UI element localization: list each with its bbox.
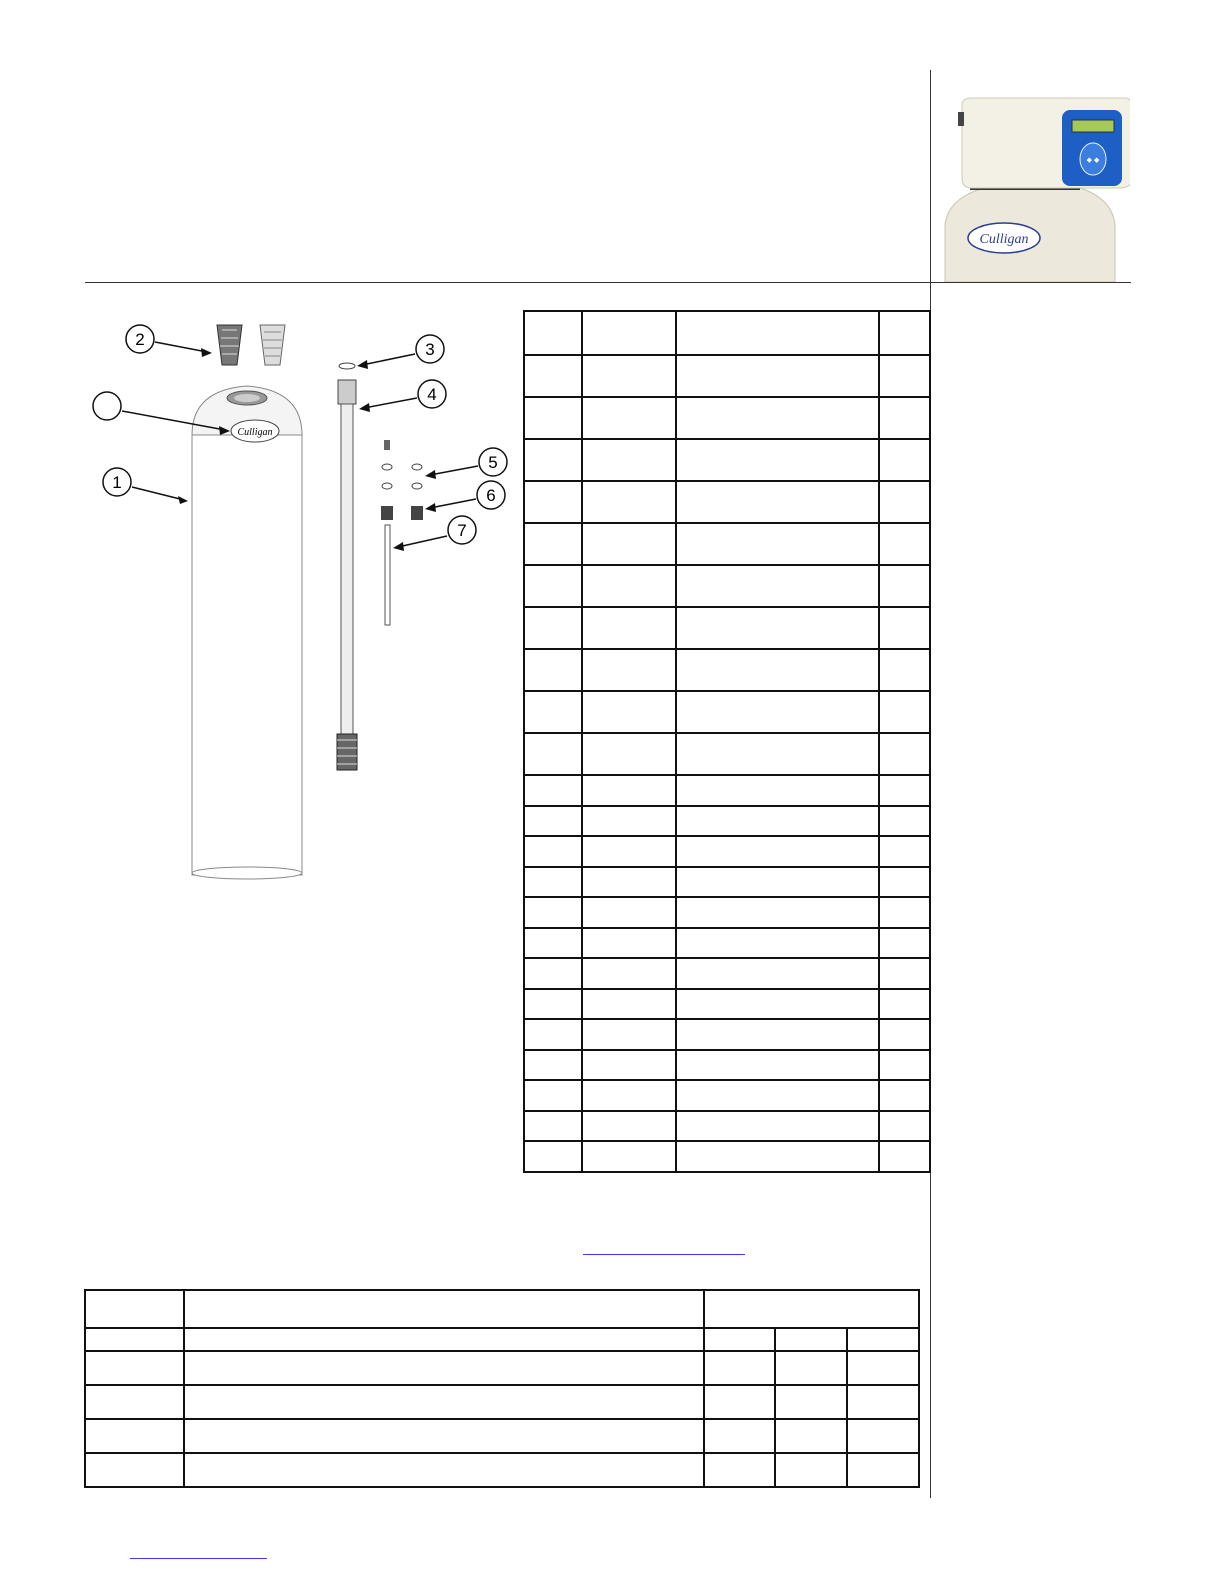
exploded-parts-diagram (92, 310, 512, 885)
parts-row (524, 523, 930, 565)
parts-cell (879, 691, 930, 733)
parts-cell (582, 565, 677, 607)
parts-cell (524, 836, 582, 867)
parts-cell (676, 565, 879, 607)
brand-logo-text: Culligan (979, 232, 1029, 247)
parts-cell (524, 989, 582, 1020)
parts-cell (879, 897, 930, 928)
parts-row (524, 565, 930, 607)
svg-text:5: 5 (488, 453, 498, 472)
parts-row (524, 1111, 930, 1142)
parts-cell (524, 649, 582, 691)
spec-cell (85, 1385, 184, 1419)
small-parts (381, 440, 423, 625)
parts-row (524, 989, 930, 1020)
parts-cell (879, 481, 930, 523)
parts-cell (676, 775, 879, 806)
sidebar-header-rule (930, 282, 1131, 283)
parts-cell (879, 733, 930, 775)
svg-text:6: 6 (486, 486, 496, 505)
parts-cell (582, 836, 677, 867)
spec-cell (704, 1419, 775, 1453)
footer-link-underline[interactable] (130, 1558, 267, 1559)
parts-cell (582, 1080, 677, 1111)
parts-cell (879, 565, 930, 607)
spec-header-cell (85, 1290, 184, 1328)
parts-cell (879, 1050, 930, 1081)
parts-cell (676, 733, 879, 775)
spec-cell (184, 1351, 705, 1385)
parts-cell (524, 806, 582, 837)
svg-text:2: 2 (135, 330, 145, 349)
parts-cell (879, 523, 930, 565)
parts-cell (676, 691, 879, 733)
mineral-tank (192, 386, 302, 879)
parts-cell (524, 867, 582, 898)
spec-header-row (85, 1290, 919, 1328)
spec-subheader-cell (775, 1328, 847, 1351)
parts-cell (676, 958, 879, 989)
parts-cell (582, 958, 677, 989)
parts-cell (524, 775, 582, 806)
parts-cell (676, 806, 879, 837)
parts-cell (676, 481, 879, 523)
parts-cell (582, 523, 677, 565)
callout-5 (425, 448, 507, 479)
parts-cell (524, 1141, 582, 1172)
parts-row (524, 439, 930, 481)
parts-cell (524, 1080, 582, 1111)
parts-cell (524, 1050, 582, 1081)
parts-cell (676, 897, 879, 928)
parts-row (524, 1019, 930, 1050)
callout-6 (425, 481, 505, 512)
parts-cell (582, 989, 677, 1020)
spec-cell (184, 1453, 705, 1487)
parts-cell (879, 607, 930, 649)
parts-row (524, 867, 930, 898)
parts-cell (582, 691, 677, 733)
top-baskets (217, 325, 285, 365)
spec-cell (85, 1351, 184, 1385)
product-photo (940, 90, 1130, 282)
callout-2 (126, 325, 212, 357)
spec-cell (775, 1351, 847, 1385)
parts-row (524, 897, 930, 928)
parts-cell (524, 691, 582, 733)
parts-cell (879, 649, 930, 691)
parts-cell (582, 928, 677, 959)
parts-row (524, 958, 930, 989)
parts-cell (582, 649, 677, 691)
svg-text:◆ ◆: ◆ ◆ (1086, 157, 1100, 164)
spec-cell (704, 1351, 775, 1385)
parts-cell (879, 775, 930, 806)
parts-cell (879, 397, 930, 439)
parts-cell (524, 1019, 582, 1050)
parts-cell (676, 867, 879, 898)
parts-cell (879, 989, 930, 1020)
tank-logo: Culligan (237, 427, 273, 438)
parts-cell (879, 439, 930, 481)
spec-cell (704, 1385, 775, 1419)
parts-row (524, 836, 930, 867)
spec-cell (85, 1419, 184, 1453)
parts-row (524, 775, 930, 806)
spec-cell (847, 1453, 919, 1487)
parts-cell (582, 1141, 677, 1172)
parts-cell (524, 1111, 582, 1142)
parts-cell (582, 1111, 677, 1142)
spec-cell (704, 1453, 775, 1487)
parts-cell (879, 311, 930, 355)
parts-cell (582, 397, 677, 439)
callout-7 (393, 516, 476, 551)
parts-cell (524, 897, 582, 928)
parts-cell (879, 836, 930, 867)
parts-cell (524, 523, 582, 565)
parts-row (524, 355, 930, 397)
spec-subheader-cell (85, 1328, 184, 1351)
parts-cell (524, 733, 582, 775)
parts-cell (582, 355, 677, 397)
spec-subheader-cell (184, 1328, 705, 1351)
parts-cell (879, 806, 930, 837)
header-rule (85, 282, 930, 283)
parts-row (524, 1141, 930, 1172)
parts-row (524, 928, 930, 959)
spec-cell (184, 1385, 705, 1419)
spec-subheader-row (85, 1328, 919, 1351)
parts-cell (676, 1111, 879, 1142)
parts-cell (676, 989, 879, 1020)
parts-cell (524, 607, 582, 649)
spec-subheader-cell (847, 1328, 919, 1351)
parts-cell (676, 1141, 879, 1172)
parts-row (524, 397, 930, 439)
spec-cell (847, 1385, 919, 1419)
parts-cell (582, 775, 677, 806)
parts-cell (879, 867, 930, 898)
svg-text:1: 1 (112, 473, 122, 492)
parts-row (524, 1080, 930, 1111)
spec-row (85, 1385, 919, 1419)
parts-cell (582, 1019, 677, 1050)
parts-cell (524, 958, 582, 989)
parts-list-table (523, 310, 931, 1173)
spec-cell (847, 1351, 919, 1385)
parts-cell (676, 607, 879, 649)
parts-cell (879, 1141, 930, 1172)
parts-cell (676, 397, 879, 439)
parts-row (524, 607, 930, 649)
parts-cell (524, 397, 582, 439)
parts-cell (582, 439, 677, 481)
parts-cell (524, 355, 582, 397)
spec-row (85, 1453, 919, 1487)
spec-cell (847, 1419, 919, 1453)
parts-cell (524, 565, 582, 607)
spec-cell (775, 1453, 847, 1487)
spec-table (84, 1289, 920, 1488)
parts-cell (879, 958, 930, 989)
parts-row (524, 806, 930, 837)
parts-cell (524, 311, 582, 355)
callout-1 (103, 468, 188, 504)
parts-cell (524, 439, 582, 481)
svg-text:4: 4 (427, 385, 437, 404)
parts-cell (524, 481, 582, 523)
spec-subheader-cell (704, 1328, 775, 1351)
callout-3 (357, 335, 444, 369)
spec-row (85, 1419, 919, 1453)
spec-row (85, 1351, 919, 1385)
parts-cell (879, 1080, 930, 1111)
spec-cell (775, 1385, 847, 1419)
svg-text:3: 3 (425, 340, 435, 359)
spec-header-cell (704, 1290, 919, 1328)
link-underline[interactable] (583, 1254, 745, 1255)
parts-row (524, 649, 930, 691)
parts-cell (676, 836, 879, 867)
parts-header-row (524, 311, 930, 355)
parts-cell (582, 897, 677, 928)
parts-cell (879, 928, 930, 959)
parts-cell (879, 1111, 930, 1142)
callout-4 (359, 380, 446, 412)
parts-row (524, 1050, 930, 1081)
parts-cell (676, 1080, 879, 1111)
spec-cell (775, 1419, 847, 1453)
parts-cell (676, 355, 879, 397)
parts-cell (582, 607, 677, 649)
parts-cell (676, 649, 879, 691)
parts-row (524, 733, 930, 775)
parts-cell (676, 1019, 879, 1050)
parts-cell (582, 481, 677, 523)
parts-cell (879, 355, 930, 397)
parts-row (524, 481, 930, 523)
parts-cell (676, 1050, 879, 1081)
parts-cell (879, 1019, 930, 1050)
parts-cell (582, 1050, 677, 1081)
spec-cell (184, 1419, 705, 1453)
spec-header-cell (184, 1290, 705, 1328)
distributor-tube (337, 363, 357, 770)
svg-text:7: 7 (457, 521, 467, 540)
parts-cell (524, 928, 582, 959)
parts-cell (676, 439, 879, 481)
parts-cell (582, 867, 677, 898)
parts-cell (676, 928, 879, 959)
spec-cell (85, 1453, 184, 1487)
parts-row (524, 691, 930, 733)
parts-cell (676, 523, 879, 565)
parts-cell (582, 311, 677, 355)
parts-cell (582, 806, 677, 837)
parts-cell (676, 311, 879, 355)
parts-cell (582, 733, 677, 775)
